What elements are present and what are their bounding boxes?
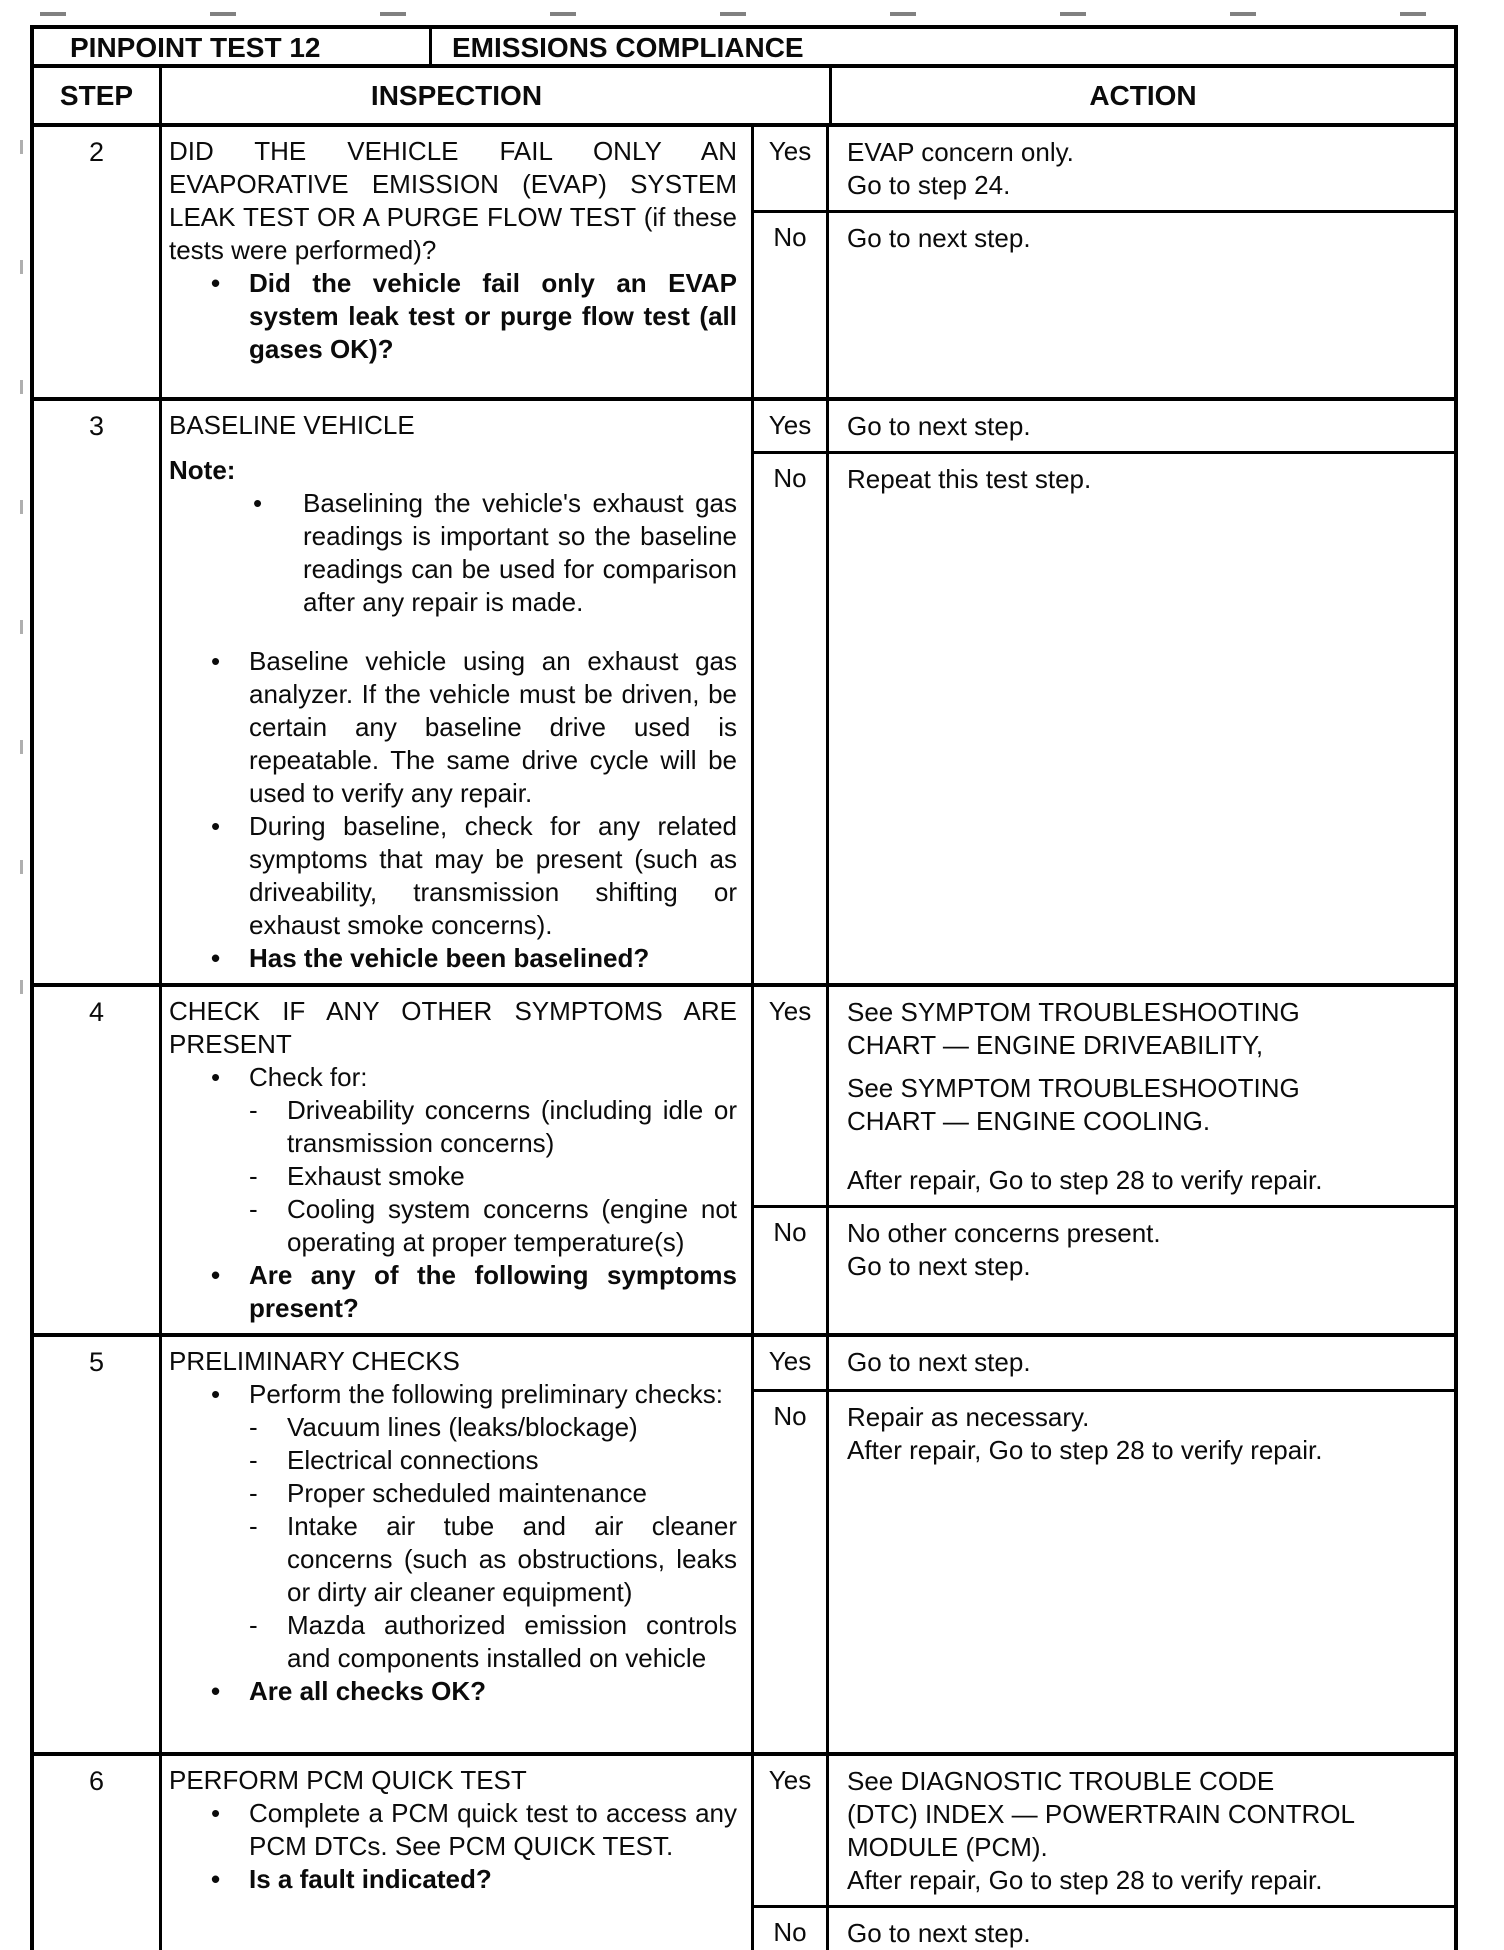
- action-no-row: [754, 1908, 1454, 1950]
- inspection-bullet: [211, 645, 737, 810]
- inspection-bullet: [211, 1378, 737, 1411]
- action-text: [829, 213, 1454, 397]
- dash-marker: -: [249, 1412, 258, 1442]
- action-line: After repair, Go to step 28 to verify repair.: [847, 1435, 1323, 1465]
- test-name: EMISSIONS COMPLIANCE: [452, 32, 804, 63]
- action-line: Repeat this test step.: [847, 464, 1092, 494]
- dash-text: Driveability concerns (including idle or transmission concerns): [287, 1095, 737, 1158]
- answer-yes: Yes: [754, 127, 829, 210]
- bullet-marker: •: [211, 646, 221, 676]
- inspection-dash-item: [249, 1510, 737, 1609]
- bullet-text: During baseline, check for any related symptoms that may be present (such as driveability, transmission shifting or exhaust smoke concerns).: [249, 811, 737, 940]
- inspection-question: [211, 1675, 737, 1708]
- step-number: 4: [34, 987, 162, 1333]
- inspection-cell: [162, 127, 754, 397]
- inspection-bullet: [211, 1061, 737, 1094]
- answer-yes: Yes: [754, 1337, 829, 1389]
- dash-marker: -: [249, 1095, 258, 1125]
- pinpoint-test-table: [30, 25, 1458, 1950]
- bullet-marker: •: [211, 1379, 221, 1409]
- dash-marker: -: [249, 1511, 258, 1541]
- bullet-marker: •: [211, 811, 221, 841]
- bullet-marker: •: [253, 488, 263, 518]
- action-line: Repair as necessary.: [847, 1402, 1090, 1432]
- action-no-row: [754, 1392, 1454, 1752]
- step-number: 6: [34, 1756, 162, 1950]
- note-bullet: [253, 487, 737, 619]
- dash-marker: -: [249, 1610, 258, 1640]
- action-cell: [754, 1756, 1454, 1950]
- inspection-question: [211, 942, 737, 975]
- inspection-title: PERFORM PCM QUICK TEST: [169, 1765, 527, 1795]
- table-row-step-3: [34, 397, 1454, 983]
- step-number: 2: [34, 127, 162, 397]
- answer-yes: Yes: [754, 987, 829, 1205]
- inspection-dash-item: [249, 1411, 737, 1444]
- action-line: After repair, Go to step 28 to verify repair.: [847, 1865, 1323, 1895]
- step-number: 3: [34, 401, 162, 983]
- inspection-bullet: [211, 1797, 737, 1863]
- action-line: Go to next step.: [847, 1251, 1031, 1281]
- bullet-marker: •: [211, 1260, 221, 1290]
- dash-marker: -: [249, 1161, 258, 1191]
- inspection-title: CHECK IF ANY OTHER SYMPTOMS ARE PRESENT: [169, 996, 737, 1059]
- action-line: CHART — ENGINE COOLING.: [847, 1106, 1211, 1136]
- inspection-title: PRELIMINARY CHECKS: [169, 1346, 460, 1376]
- answer-no: No: [754, 1208, 829, 1333]
- inspection-dash-item: [249, 1609, 737, 1675]
- action-line: Go to next step.: [847, 1918, 1031, 1948]
- inspection-question: [211, 1863, 737, 1896]
- step-column-header: STEP: [34, 68, 162, 123]
- dash-marker: -: [249, 1478, 258, 1508]
- action-yes-row: [754, 1756, 1454, 1908]
- action-line: MODULE (PCM).: [847, 1832, 1048, 1862]
- dash-text: Mazda authorized emission controls and components installed on vehicle: [287, 1610, 737, 1673]
- action-line: See SYMPTOM TROUBLESHOOTING: [847, 997, 1300, 1027]
- step-number: 5: [34, 1337, 162, 1752]
- action-line: No other concerns present.: [847, 1218, 1161, 1248]
- action-cell: [754, 1337, 1454, 1752]
- inspection-question: [211, 1259, 737, 1325]
- dash-text: Exhaust smoke: [287, 1161, 465, 1191]
- dash-text: Intake air tube and air cleaner concerns (such as obstructions, leaks or dirty air cleaner equipment): [287, 1511, 737, 1607]
- inspection-dash-item: [249, 1477, 737, 1510]
- table-row-step-2: [34, 123, 1454, 397]
- action-line: Go to next step.: [847, 223, 1031, 253]
- dash-text: Proper scheduled maintenance: [287, 1478, 647, 1508]
- question-text: Is a fault indicated?: [249, 1864, 492, 1894]
- question-text: Did the vehicle fail only an EVAP system leak test or purge flow test (all gases OK)?: [249, 268, 737, 364]
- inspection-title: DID THE VEHICLE FAIL ONLY AN EVAPORATIVE EMISSION (EVAP) SYSTEM LEAK TEST OR A PURGE FLOW TEST (if these tests were performed)?: [169, 136, 737, 265]
- action-text: [829, 987, 1454, 1205]
- answer-yes: Yes: [754, 1756, 829, 1905]
- action-text: [829, 1392, 1454, 1752]
- pinpoint-test-label: PINPOINT TEST 12: [34, 29, 432, 64]
- action-no-row: [754, 213, 1454, 397]
- note-label: Note:: [169, 455, 236, 485]
- action-text: [829, 127, 1454, 210]
- inspection-column-header: INSPECTION: [162, 68, 832, 123]
- action-no-row: [754, 454, 1454, 983]
- action-cell: [754, 987, 1454, 1333]
- column-header-row: [34, 64, 1454, 123]
- action-cell: [754, 127, 1454, 397]
- inspection-cell: [162, 401, 754, 983]
- bullet-text: Check for:: [249, 1062, 368, 1092]
- action-line: See DIAGNOSTIC TROUBLE CODE: [847, 1766, 1275, 1796]
- action-yes-row: [754, 1337, 1454, 1392]
- action-text: [829, 1908, 1454, 1950]
- note-block: [169, 454, 737, 619]
- bullet-text: Perform the following preliminary checks:: [249, 1379, 723, 1409]
- inspection-dash-item: [249, 1193, 737, 1259]
- answer-no: No: [754, 1908, 829, 1950]
- note-text: Baselining the vehicle's exhaust gas readings is important so the baseline readings can be used for comparison after any repair is made.: [303, 488, 737, 617]
- inspection-dash-item: [249, 1444, 737, 1477]
- action-column-header: ACTION: [1089, 79, 1197, 111]
- action-line: See SYMPTOM TROUBLESHOOTING: [847, 1073, 1300, 1103]
- inspection-cell: [162, 987, 754, 1333]
- action-line: CHART — ENGINE DRIVEABILITY,: [847, 1030, 1264, 1060]
- action-yes-row: [754, 127, 1454, 213]
- bullet-marker: •: [211, 1798, 221, 1828]
- inspection-cell: [162, 1337, 754, 1752]
- scan-noise-top: [40, 12, 1450, 16]
- inspection-dash-item: [249, 1160, 737, 1193]
- bullet-text: Complete a PCM quick test to access any PCM DTCs. See PCM QUICK TEST.: [249, 1798, 737, 1861]
- answer-no: No: [754, 454, 829, 983]
- action-yes-row: [754, 987, 1454, 1208]
- answer-no: No: [754, 213, 829, 397]
- table-title-row: [34, 29, 1454, 64]
- inspection-bullet: [211, 810, 737, 942]
- inspection-dash-item: [249, 1094, 737, 1160]
- action-line: (DTC) INDEX — POWERTRAIN CONTROL: [847, 1799, 1355, 1829]
- action-text: [829, 1756, 1454, 1905]
- bullet-marker: •: [211, 1676, 221, 1706]
- scan-noise-left: [20, 140, 23, 1040]
- dash-marker: -: [249, 1445, 258, 1475]
- action-cell: [754, 401, 1454, 983]
- bullet-marker: •: [211, 1062, 221, 1092]
- action-line: EVAP concern only.: [847, 137, 1074, 167]
- question-text: Are all checks OK?: [249, 1676, 486, 1706]
- dash-text: Cooling system concerns (engine not operating at proper temperature(s): [287, 1194, 737, 1257]
- action-line: Go to next step.: [847, 411, 1031, 441]
- bullet-marker: •: [211, 943, 221, 973]
- dash-marker: -: [249, 1194, 258, 1224]
- action-text: [829, 1208, 1454, 1333]
- action-text: [829, 401, 1454, 451]
- action-text: [829, 454, 1454, 983]
- bullet-marker: •: [211, 1864, 221, 1894]
- table-row-step-4: [34, 983, 1454, 1333]
- answer-no: No: [754, 1392, 829, 1752]
- action-text: [829, 1337, 1454, 1389]
- action-yes-row: [754, 401, 1454, 454]
- table-row-step-6: [34, 1752, 1454, 1950]
- action-line: Go to next step.: [847, 1347, 1031, 1377]
- table-row-step-5: [34, 1333, 1454, 1752]
- answer-yes: Yes: [754, 401, 829, 451]
- inspection-cell: [162, 1756, 754, 1950]
- action-no-row: [754, 1208, 1454, 1333]
- inspection-question: [211, 267, 737, 366]
- bullet-marker: •: [211, 268, 221, 298]
- dash-text: Vacuum lines (leaks/blockage): [287, 1412, 638, 1442]
- action-line: After repair, Go to step 28 to verify repair.: [847, 1165, 1323, 1195]
- inspection-title: BASELINE VEHICLE: [169, 410, 415, 440]
- dash-text: Electrical connections: [287, 1445, 539, 1475]
- question-text: Are any of the following symptoms present?: [249, 1260, 737, 1323]
- bullet-text: Baseline vehicle using an exhaust gas analyzer. If the vehicle must be driven, be certain any baseline drive used is repeatable. The same drive cycle will be used to verify any repair.: [249, 646, 737, 808]
- action-line: Go to step 24.: [847, 170, 1011, 200]
- question-text: Has the vehicle been baselined?: [249, 943, 650, 973]
